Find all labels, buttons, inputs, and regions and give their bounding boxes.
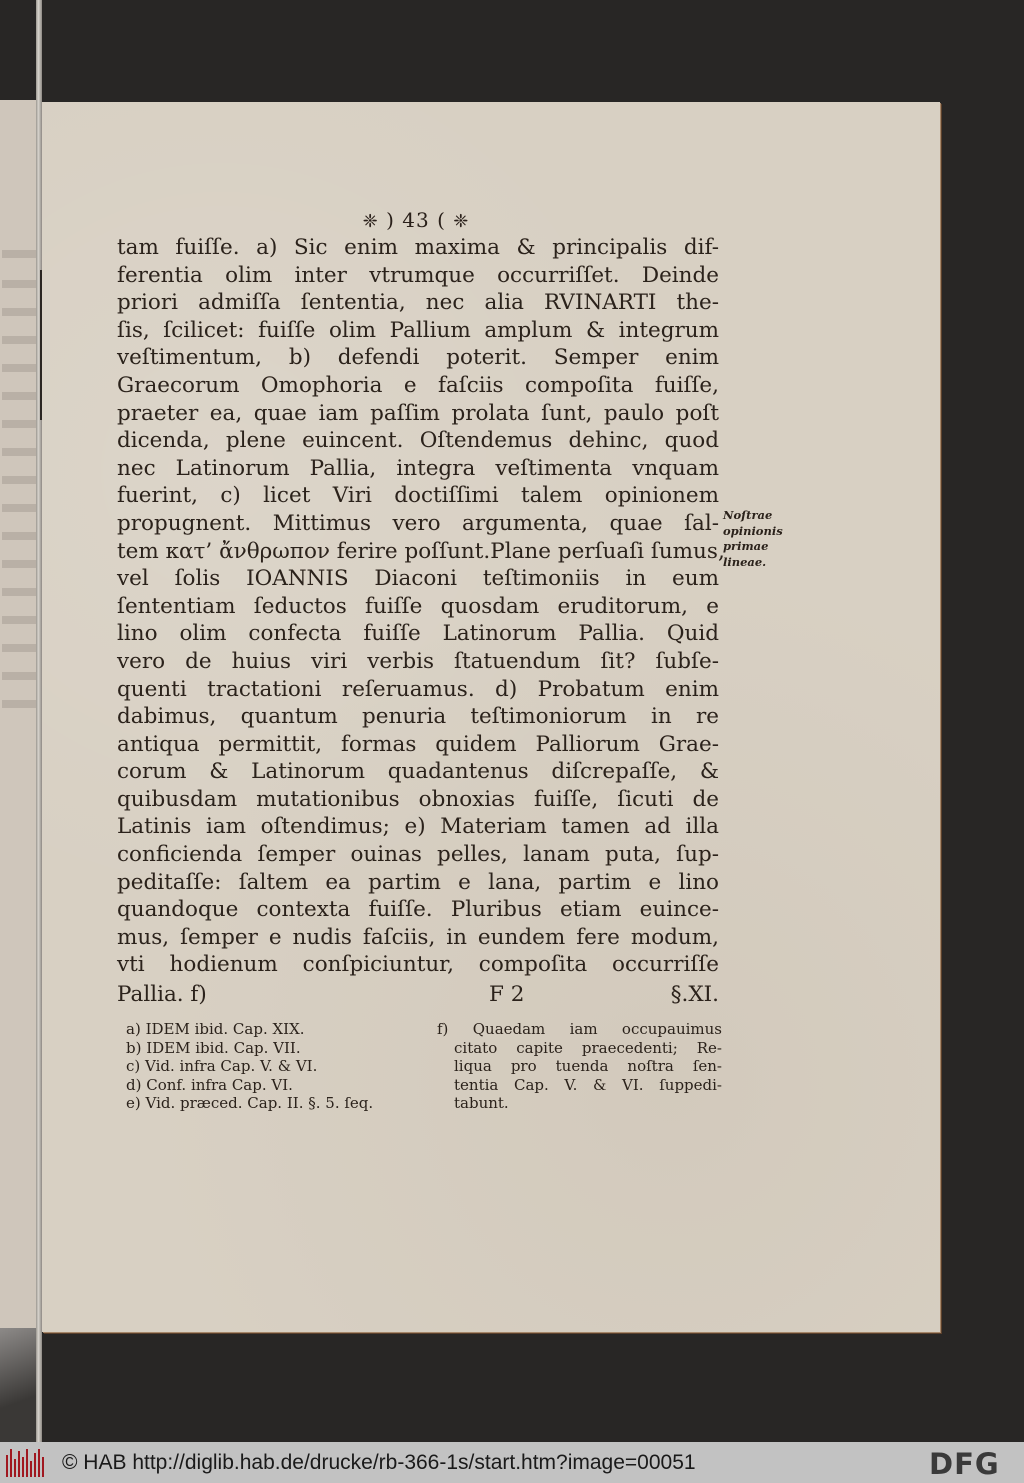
hab-logo-icon[interactable] (6, 1449, 46, 1477)
footnotes-right (437, 1020, 722, 1113)
text-line: veſtimentum, b) defendi poterit. Semper enim (117, 345, 719, 371)
copyright-link[interactable]: © HAB http://diglib.hab.de/drucke/rb-366-1s/start.htm?image=00051 (62, 1451, 696, 1474)
ornament-left-icon: ❈ (362, 211, 379, 232)
footnote: c) Vid. infra Cap. V. & VI. (126, 1057, 318, 1076)
text-line: Graecorum Omophoria e faſciis compoſita fuiſſe, (117, 372, 719, 398)
page-number-header (316, 208, 516, 232)
footnote: b) IDEM ibid. Cap. VII. (126, 1038, 301, 1057)
text-line: priori admiſſa ſententia, nec alia RVINARTI the- (117, 290, 719, 316)
footnote-continuation: citato capite praecedenti; Re- (454, 1038, 722, 1057)
footnote: e) Vid. præced. Cap. II. §. 5. ſeq. (126, 1094, 374, 1113)
footnote: f) Quaedam iam occupauimus (437, 1020, 722, 1038)
text-line: quandoque contexta fuiſſe. Pluribus etiam euince- (117, 897, 719, 923)
text-line: praeter ea, quae iam paſſim prolata ſunt, paulo poſt (117, 400, 719, 426)
text-line: ſis, ſcilicet: fuiſſe olim Pallium amplum & integrum (117, 317, 719, 343)
signature-mark: F 2 (489, 982, 525, 1007)
text-line: ſententiam ſeductos fuiſſe quosdam eruditorum, e (117, 593, 719, 619)
text-line: fuerint, c) licet Viri doctiſſimi talem opinionem (117, 483, 719, 509)
text-line: quenti tractationi reſeruamus. d) Probatum enim (117, 676, 719, 702)
ornament-right-icon: ❈ (453, 211, 470, 232)
text-line: Latinis iam oſtendimus; e) Materiam tamen ad illa (117, 814, 719, 840)
footnote-continuation: tabunt. (454, 1094, 509, 1113)
page-number: ) 43 ( (386, 208, 446, 232)
text-line: tam fuiſſe. a) Sic enim maxima & principalis dif- (117, 235, 719, 260)
footnote-continuation: liqua pro tuenda noſtra ſen- (454, 1057, 722, 1076)
footnotes-left (126, 1020, 416, 1113)
text-line: corum & Latinorum quadantenus diſcrepaſſe, & (117, 759, 719, 785)
footnote: d) Conf. infra Cap. VI. (126, 1075, 293, 1094)
text-line: ferentia olim inter vtrumque occurriſſet. Deinde (117, 262, 719, 288)
text-line: peditaſſe: ſaltem ea partim e lana, partim e lino (117, 869, 719, 895)
text-line: vti hodienum conſpiciuntur, compoſita occurriſſe (117, 952, 719, 978)
margin-note-line: primae (723, 539, 769, 553)
dfg-logo[interactable]: DFG (929, 1447, 1000, 1481)
text-line: lino olim confecta fuiſſe Latinorum Pallia. Quid (117, 621, 719, 647)
text-line: vel ſolis IOANNIS Diaconi teſtimoniis in eum (117, 566, 719, 592)
text-line: vero de huius viri verbis ſtatuendum ſit? ſubſe- (117, 648, 719, 674)
text-line: mus, ſemper e nudis faſciis, in eundem fere modum, (117, 924, 719, 950)
text-line: conficienda ſemper ouinas pelles, lanam puta, ſup- (117, 842, 719, 868)
text-line: propugnent. Mittimus vero argumenta, quae ſal- (117, 510, 719, 536)
text-line: dabimus, quantum penuria teſtimoniorum in re (117, 704, 719, 730)
margin-note-line: opinionis (723, 523, 783, 538)
viewer-footer (0, 1442, 1024, 1483)
text-line: tem κατ’ ἄνθρωπον ferire poſſunt.Plane perſuaſi ſumus, (117, 538, 725, 564)
text-line: dicenda, plene euincent. Oſtendemus dehinc, quod (117, 428, 719, 454)
text-line: nec Latinorum Pallia, integra veſtimenta vnquam (117, 455, 719, 481)
footnote: a) IDEM ibid. Cap. XIX. (126, 1020, 305, 1038)
text-line: quibusdam mutationibus obnoxias fuiſſe, ſicuti de (117, 786, 719, 812)
main-text-block (117, 234, 725, 979)
last-text-line: Pallia. f) (117, 982, 207, 1007)
last-line-row (117, 982, 719, 1010)
margin-note (723, 508, 803, 570)
footnote-continuation: tentia Cap. V. & VI. ſuppedi- (454, 1075, 722, 1094)
margin-note-line: lineae. (723, 554, 767, 569)
catchword: §.XI. (670, 982, 719, 1007)
margin-note-line: Noſtrae (723, 508, 773, 522)
text-line: antiqua permittit, formas quidem Palliorum Grae- (117, 731, 719, 757)
